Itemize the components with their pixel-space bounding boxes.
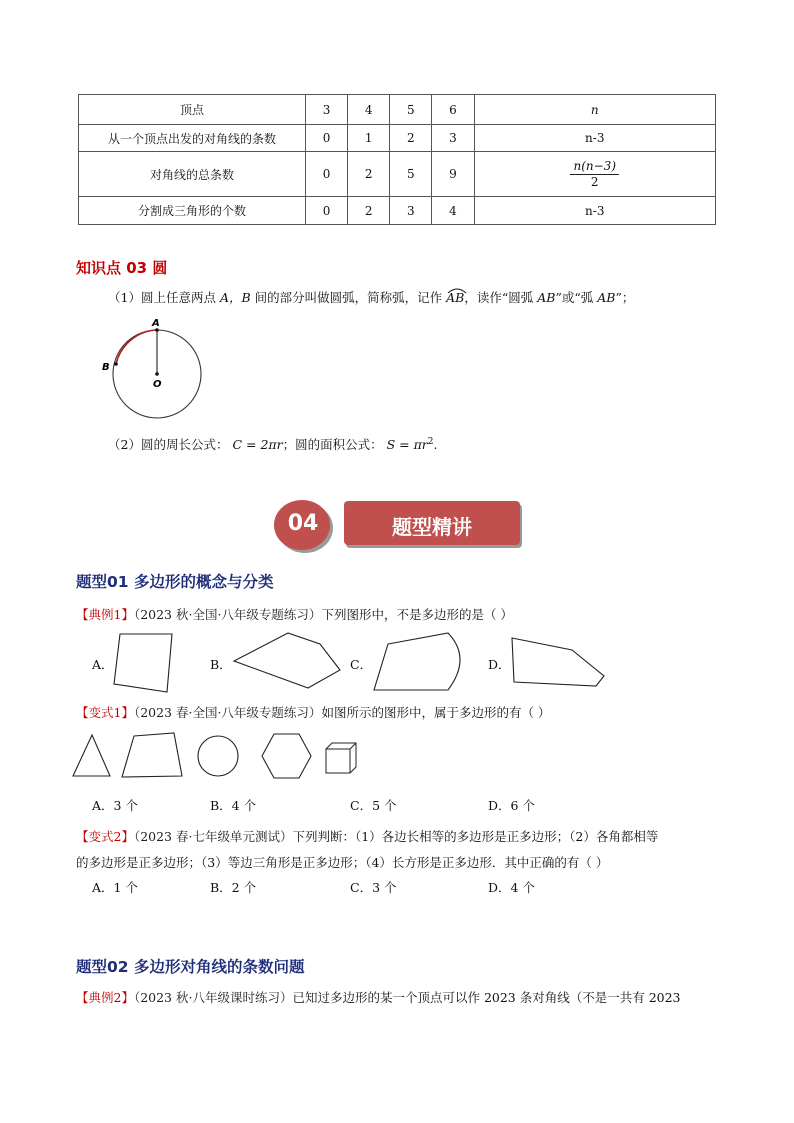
- table-cell: 6: [432, 95, 474, 125]
- tag: 【变式1】: [76, 705, 134, 720]
- table-cell: n-3: [474, 197, 716, 225]
- table-cell: 顶点: [79, 95, 306, 125]
- table-cell-fraction: [474, 152, 716, 197]
- table-row: [79, 197, 716, 225]
- source: （2023 春·七年级单元测试）: [133, 829, 293, 844]
- text: A，B: [219, 290, 251, 305]
- triangle-figure: [73, 735, 110, 776]
- table-cell: 3: [432, 125, 474, 152]
- variant-2-line-2: 的多边形是正多边形；（3）等边三角形是正多边形；（4）长方形是正多边形．其中正确的有（ ）: [76, 855, 609, 870]
- table-cell: 2: [348, 152, 390, 197]
- text: ；圆的面积公式：: [282, 437, 383, 453]
- question: 已知过多边形的某一个顶点可以作 2023 条对角线（不是一共有 2023: [292, 990, 681, 1005]
- polygon-diagonal-table: [78, 94, 716, 225]
- table-cell: 2: [390, 125, 432, 152]
- table-row: [79, 95, 716, 125]
- arc-notation: [446, 288, 464, 308]
- text: AB: [597, 290, 616, 305]
- text: .: [433, 437, 438, 453]
- option-c-label: C．: [350, 657, 373, 672]
- text: 间的部分叫做圆弧，简称弧，记作: [254, 290, 443, 305]
- text: （1）圆上任意两点: [108, 290, 216, 305]
- type01-title: 题型01 多边形的概念与分类: [76, 573, 274, 591]
- fraction-denominator: 2: [590, 174, 599, 189]
- var1-option-b: B．4 个: [210, 798, 257, 813]
- formula-area: S = πr: [386, 437, 428, 453]
- question: 下列图形中，不是多边形的是（ ）: [321, 607, 513, 622]
- table-cell: 对角线的总条数: [79, 152, 306, 197]
- table-cell: 9: [432, 152, 474, 197]
- trapezoid-figure: [122, 733, 182, 777]
- tag: 【变式2】: [76, 829, 134, 844]
- circle-arc-figure: [96, 312, 216, 422]
- label-b: B: [102, 362, 110, 373]
- source: （2023 春·全国·八年级专题练习）: [133, 705, 322, 720]
- text: ，读作“圆弧: [464, 290, 534, 305]
- section-banner-title: 题型精讲: [392, 515, 472, 539]
- option-a-quadrilateral-figure: [112, 632, 174, 694]
- arc-symbol-icon: [447, 286, 467, 294]
- point-b: [114, 362, 118, 366]
- text: （2）圆的周长公式：: [108, 437, 229, 453]
- text: AB: [446, 290, 465, 305]
- tag: 【典例1】: [76, 607, 134, 622]
- table-cell: 4: [432, 197, 474, 225]
- type02-title: 题型02 多边形对角线的条数问题: [76, 958, 305, 976]
- var2-option-d: D．4 个: [488, 880, 535, 895]
- table-cell: 5: [390, 95, 432, 125]
- option-d-pentagon-figure: [508, 636, 608, 690]
- table-cell: 0: [306, 197, 348, 225]
- table-cell: 分割成三角形的个数: [79, 197, 306, 225]
- hexagon-figure: [262, 734, 311, 778]
- table-cell: 3: [306, 95, 348, 125]
- fraction: [570, 159, 619, 190]
- var1-option-c: C．5 个: [350, 798, 397, 813]
- section-number: 04: [287, 511, 319, 536]
- table-cell: 2: [348, 197, 390, 225]
- table-row: [79, 125, 716, 152]
- variant-1: [76, 703, 550, 723]
- var1-option-a: A．3 个: [92, 798, 138, 813]
- source: （2023 秋·全国·八年级专题练习）: [133, 607, 322, 622]
- example-1: [76, 605, 513, 625]
- label-a: A: [152, 318, 160, 329]
- tag: 【典例2】: [76, 990, 134, 1005]
- option-b-label: B．: [210, 657, 232, 672]
- text: AB: [537, 290, 556, 305]
- option-c-curved-figure: [372, 630, 466, 694]
- var2-option-a: A．1 个: [92, 880, 138, 895]
- section-title-kp03: 知识点 03 圆: [76, 259, 168, 277]
- option-b-pentagon-figure: [232, 630, 344, 692]
- point-o: [155, 372, 159, 376]
- variant-2-line-1: [76, 824, 726, 850]
- cube-figure: [326, 743, 356, 773]
- formula-circumference: C = 2πr: [232, 437, 283, 453]
- variant-1-figures: [70, 730, 370, 782]
- var2-option-b: B．2 个: [210, 880, 257, 895]
- question: 如图所示的图形中，属于多边形的有（ ）: [321, 705, 551, 720]
- question: 下列判断：（1）各边长相等的多边形是正多边形；（2）各角都相等: [292, 829, 659, 844]
- table-cell: 5: [390, 152, 432, 197]
- option-d-label: D．: [488, 657, 511, 672]
- table-cell: 0: [306, 152, 348, 197]
- circle-figure: [198, 736, 238, 776]
- var2-option-c: C．3 个: [350, 880, 397, 895]
- example-2: [76, 988, 681, 1008]
- label-o: O: [153, 379, 162, 390]
- table-cell: n-3: [474, 125, 716, 152]
- table-cell: 从一个顶点出发的对角线的条数: [79, 125, 306, 152]
- kp03-paragraph-2: [108, 432, 438, 455]
- text: ”；: [615, 290, 635, 305]
- table-cell: 3: [390, 197, 432, 225]
- table-row: [79, 152, 716, 197]
- superscript: 2: [427, 437, 434, 447]
- table-cell: 4: [348, 95, 390, 125]
- kp03-paragraph-1: [108, 288, 634, 308]
- source: （2023 秋·八年级课时练习）: [133, 990, 293, 1005]
- table-cell: 0: [306, 125, 348, 152]
- fraction-numerator: n(n−3): [570, 159, 619, 175]
- text: ”或“弧: [555, 290, 594, 305]
- table-cell: 1: [348, 125, 390, 152]
- option-a-label: A．: [92, 657, 114, 672]
- table-cell: n: [474, 95, 716, 125]
- var1-option-d: D．6 个: [488, 798, 535, 813]
- variant-2: [76, 824, 726, 876]
